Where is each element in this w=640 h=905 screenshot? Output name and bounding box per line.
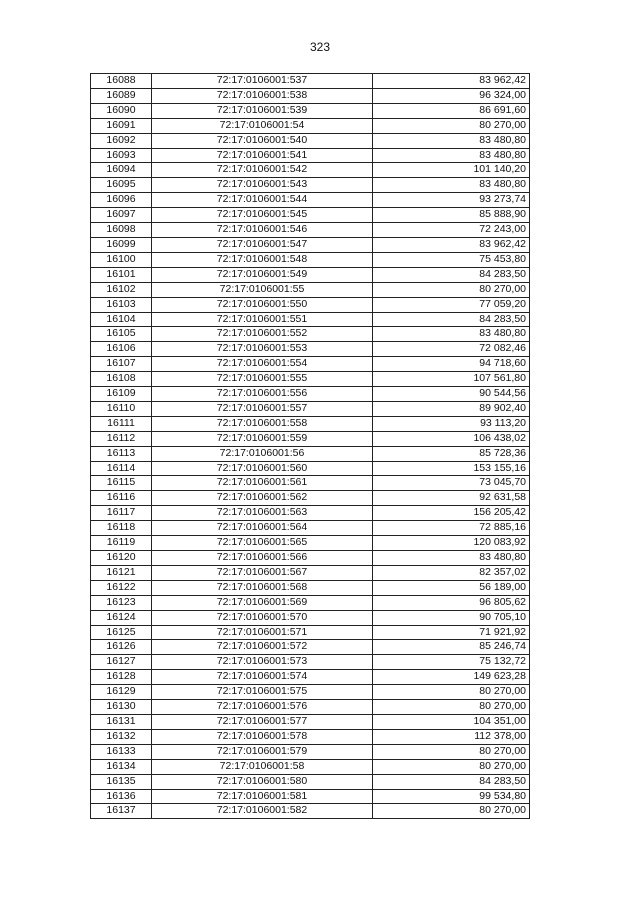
cadastral-number-cell: 72:17:0106001:541 — [152, 148, 373, 163]
row-number-cell: 16117 — [91, 506, 152, 521]
cadastral-number-cell: 72:17:0106001:566 — [152, 551, 373, 566]
value-cell: 84 283,50 — [373, 312, 530, 327]
value-cell: 72 082,46 — [373, 342, 530, 357]
table-row — [91, 431, 530, 446]
cadastral-number-cell: 72:17:0106001:581 — [152, 789, 373, 804]
row-number-cell: 16095 — [91, 178, 152, 193]
value-cell: 86 691,60 — [373, 103, 530, 118]
cadastral-number-cell: 72:17:0106001:576 — [152, 700, 373, 715]
cadastral-number-cell: 72:17:0106001:572 — [152, 640, 373, 655]
row-number-cell: 16125 — [91, 625, 152, 640]
value-cell: 80 270,00 — [373, 804, 530, 819]
cadastral-number-cell: 72:17:0106001:563 — [152, 506, 373, 521]
value-cell: 90 544,56 — [373, 387, 530, 402]
value-cell: 94 718,60 — [373, 357, 530, 372]
cadastral-number-cell: 72:17:0106001:542 — [152, 163, 373, 178]
table-row — [91, 312, 530, 327]
table-row — [91, 118, 530, 133]
table-row — [91, 551, 530, 566]
cadastral-number-cell: 72:17:0106001:567 — [152, 565, 373, 580]
row-number-cell: 16098 — [91, 223, 152, 238]
cadastral-number-cell: 72:17:0106001:577 — [152, 714, 373, 729]
value-cell: 80 270,00 — [373, 759, 530, 774]
table-row — [91, 357, 530, 372]
table-row — [91, 133, 530, 148]
row-number-cell: 16135 — [91, 774, 152, 789]
value-cell: 83 480,80 — [373, 178, 530, 193]
cadastral-number-cell: 72:17:0106001:582 — [152, 804, 373, 819]
row-number-cell: 16103 — [91, 297, 152, 312]
table-row — [91, 580, 530, 595]
table-row — [91, 476, 530, 491]
row-number-cell: 16105 — [91, 327, 152, 342]
table-row — [91, 387, 530, 402]
row-number-cell: 16092 — [91, 133, 152, 148]
value-cell: 84 283,50 — [373, 267, 530, 282]
value-cell: 80 270,00 — [373, 685, 530, 700]
row-number-cell: 16115 — [91, 476, 152, 491]
data-table — [90, 73, 530, 819]
value-cell: 89 902,40 — [373, 401, 530, 416]
value-cell: 96 805,62 — [373, 595, 530, 610]
cadastral-table — [90, 73, 530, 819]
table-row — [91, 640, 530, 655]
value-cell: 83 480,80 — [373, 327, 530, 342]
cadastral-number-cell: 72:17:0106001:555 — [152, 372, 373, 387]
table-row — [91, 729, 530, 744]
value-cell: 80 270,00 — [373, 118, 530, 133]
table-row — [91, 744, 530, 759]
cadastral-number-cell: 72:17:0106001:565 — [152, 536, 373, 551]
cadastral-number-cell: 72:17:0106001:547 — [152, 237, 373, 252]
value-cell: 72 885,16 — [373, 521, 530, 536]
row-number-cell: 16116 — [91, 491, 152, 506]
table-row — [91, 148, 530, 163]
cadastral-number-cell: 72:17:0106001:550 — [152, 297, 373, 312]
table-row — [91, 163, 530, 178]
table-row — [91, 297, 530, 312]
cadastral-number-cell: 72:17:0106001:538 — [152, 88, 373, 103]
cadastral-number-cell: 72:17:0106001:574 — [152, 670, 373, 685]
cadastral-number-cell: 72:17:0106001:554 — [152, 357, 373, 372]
row-number-cell: 16114 — [91, 461, 152, 476]
table-row — [91, 506, 530, 521]
value-cell: 72 243,00 — [373, 223, 530, 238]
table-row — [91, 103, 530, 118]
value-cell: 149 623,28 — [373, 670, 530, 685]
cadastral-number-cell: 72:17:0106001:54 — [152, 118, 373, 133]
value-cell: 75 132,72 — [373, 655, 530, 670]
row-number-cell: 16113 — [91, 446, 152, 461]
table-row — [91, 610, 530, 625]
cadastral-number-cell: 72:17:0106001:55 — [152, 282, 373, 297]
row-number-cell: 16133 — [91, 744, 152, 759]
table-row — [91, 267, 530, 282]
row-number-cell: 16128 — [91, 670, 152, 685]
table-row — [91, 685, 530, 700]
value-cell: 80 270,00 — [373, 282, 530, 297]
table-row — [91, 342, 530, 357]
table-row — [91, 655, 530, 670]
value-cell: 92 631,58 — [373, 491, 530, 506]
table-row — [91, 282, 530, 297]
row-number-cell: 16136 — [91, 789, 152, 804]
table-row — [91, 804, 530, 819]
value-cell: 90 705,10 — [373, 610, 530, 625]
cadastral-number-cell: 72:17:0106001:540 — [152, 133, 373, 148]
row-number-cell: 16089 — [91, 88, 152, 103]
cadastral-number-cell: 72:17:0106001:551 — [152, 312, 373, 327]
row-number-cell: 16088 — [91, 74, 152, 89]
value-cell: 96 324,00 — [373, 88, 530, 103]
table-row — [91, 521, 530, 536]
row-number-cell: 16112 — [91, 431, 152, 446]
cadastral-number-cell: 72:17:0106001:552 — [152, 327, 373, 342]
table-row — [91, 327, 530, 342]
cadastral-number-cell: 72:17:0106001:560 — [152, 461, 373, 476]
value-cell: 106 438,02 — [373, 431, 530, 446]
value-cell: 99 534,80 — [373, 789, 530, 804]
table-row — [91, 446, 530, 461]
value-cell: 56 189,00 — [373, 580, 530, 595]
value-cell: 77 059,20 — [373, 297, 530, 312]
table-row — [91, 565, 530, 580]
value-cell: 83 480,80 — [373, 148, 530, 163]
value-cell: 80 270,00 — [373, 700, 530, 715]
value-cell: 83 962,42 — [373, 237, 530, 252]
table-row — [91, 595, 530, 610]
row-number-cell: 16107 — [91, 357, 152, 372]
value-cell: 83 480,80 — [373, 133, 530, 148]
table-row — [91, 372, 530, 387]
value-cell: 83 480,80 — [373, 551, 530, 566]
row-number-cell: 16137 — [91, 804, 152, 819]
value-cell: 101 140,20 — [373, 163, 530, 178]
cadastral-number-cell: 72:17:0106001:562 — [152, 491, 373, 506]
cadastral-number-cell: 72:17:0106001:548 — [152, 252, 373, 267]
cadastral-number-cell: 72:17:0106001:553 — [152, 342, 373, 357]
table-row — [91, 74, 530, 89]
table-row — [91, 625, 530, 640]
cadastral-number-cell: 72:17:0106001:561 — [152, 476, 373, 491]
table-row — [91, 223, 530, 238]
row-number-cell: 16109 — [91, 387, 152, 402]
cadastral-number-cell: 72:17:0106001:549 — [152, 267, 373, 282]
cadastral-number-cell: 72:17:0106001:580 — [152, 774, 373, 789]
table-row — [91, 178, 530, 193]
row-number-cell: 16123 — [91, 595, 152, 610]
cadastral-number-cell: 72:17:0106001:578 — [152, 729, 373, 744]
table-row — [91, 789, 530, 804]
row-number-cell: 16134 — [91, 759, 152, 774]
table-row — [91, 461, 530, 476]
table-row — [91, 208, 530, 223]
value-cell: 112 378,00 — [373, 729, 530, 744]
cadastral-number-cell: 72:17:0106001:557 — [152, 401, 373, 416]
page-number: 323 — [309, 40, 331, 54]
row-number-cell: 16121 — [91, 565, 152, 580]
value-cell: 156 205,42 — [373, 506, 530, 521]
cadastral-number-cell: 72:17:0106001:569 — [152, 595, 373, 610]
value-cell: 71 921,92 — [373, 625, 530, 640]
row-number-cell: 16101 — [91, 267, 152, 282]
row-number-cell: 16118 — [91, 521, 152, 536]
table-body — [91, 74, 530, 819]
row-number-cell: 16097 — [91, 208, 152, 223]
row-number-cell: 16131 — [91, 714, 152, 729]
table-row — [91, 416, 530, 431]
row-number-cell: 16104 — [91, 312, 152, 327]
row-number-cell: 16111 — [91, 416, 152, 431]
cadastral-number-cell: 72:17:0106001:559 — [152, 431, 373, 446]
row-number-cell: 16094 — [91, 163, 152, 178]
row-number-cell: 16100 — [91, 252, 152, 267]
value-cell: 93 113,20 — [373, 416, 530, 431]
cadastral-number-cell: 72:17:0106001:539 — [152, 103, 373, 118]
cadastral-number-cell: 72:17:0106001:568 — [152, 580, 373, 595]
value-cell: 73 045,70 — [373, 476, 530, 491]
table-row — [91, 700, 530, 715]
value-cell: 93 273,74 — [373, 193, 530, 208]
row-number-cell: 16110 — [91, 401, 152, 416]
cadastral-number-cell: 72:17:0106001:558 — [152, 416, 373, 431]
row-number-cell: 16106 — [91, 342, 152, 357]
row-number-cell: 16119 — [91, 536, 152, 551]
value-cell: 107 561,80 — [373, 372, 530, 387]
row-number-cell: 16102 — [91, 282, 152, 297]
row-number-cell: 16120 — [91, 551, 152, 566]
value-cell: 85 246,74 — [373, 640, 530, 655]
row-number-cell: 16096 — [91, 193, 152, 208]
table-row — [91, 237, 530, 252]
row-number-cell: 16126 — [91, 640, 152, 655]
cadastral-number-cell: 72:17:0106001:56 — [152, 446, 373, 461]
cadastral-number-cell: 72:17:0106001:579 — [152, 744, 373, 759]
row-number-cell: 16127 — [91, 655, 152, 670]
value-cell: 120 083,92 — [373, 536, 530, 551]
cadastral-number-cell: 72:17:0106001:543 — [152, 178, 373, 193]
cadastral-number-cell: 72:17:0106001:58 — [152, 759, 373, 774]
cadastral-number-cell: 72:17:0106001:546 — [152, 223, 373, 238]
cadastral-number-cell: 72:17:0106001:537 — [152, 74, 373, 89]
cadastral-number-cell: 72:17:0106001:575 — [152, 685, 373, 700]
value-cell: 75 453,80 — [373, 252, 530, 267]
cadastral-number-cell: 72:17:0106001:544 — [152, 193, 373, 208]
cadastral-number-cell: 72:17:0106001:573 — [152, 655, 373, 670]
table-row — [91, 714, 530, 729]
table-row — [91, 774, 530, 789]
cadastral-number-cell: 72:17:0106001:556 — [152, 387, 373, 402]
cadastral-number-cell: 72:17:0106001:571 — [152, 625, 373, 640]
row-number-cell: 16099 — [91, 237, 152, 252]
value-cell: 153 155,16 — [373, 461, 530, 476]
row-number-cell: 16122 — [91, 580, 152, 595]
cadastral-number-cell: 72:17:0106001:570 — [152, 610, 373, 625]
table-row — [91, 252, 530, 267]
row-number-cell: 16132 — [91, 729, 152, 744]
table-row — [91, 670, 530, 685]
value-cell: 85 888,90 — [373, 208, 530, 223]
row-number-cell: 16129 — [91, 685, 152, 700]
table-row — [91, 193, 530, 208]
cadastral-number-cell: 72:17:0106001:545 — [152, 208, 373, 223]
row-number-cell: 16124 — [91, 610, 152, 625]
row-number-cell: 16090 — [91, 103, 152, 118]
row-number-cell: 16093 — [91, 148, 152, 163]
row-number-cell: 16108 — [91, 372, 152, 387]
value-cell: 82 357,02 — [373, 565, 530, 580]
row-number-cell: 16091 — [91, 118, 152, 133]
table-row — [91, 491, 530, 506]
value-cell: 83 962,42 — [373, 74, 530, 89]
value-cell: 80 270,00 — [373, 744, 530, 759]
table-row — [91, 536, 530, 551]
value-cell: 85 728,36 — [373, 446, 530, 461]
table-row — [91, 88, 530, 103]
row-number-cell: 16130 — [91, 700, 152, 715]
cadastral-number-cell: 72:17:0106001:564 — [152, 521, 373, 536]
value-cell: 84 283,50 — [373, 774, 530, 789]
table-row — [91, 401, 530, 416]
value-cell: 104 351,00 — [373, 714, 530, 729]
table-row — [91, 759, 530, 774]
